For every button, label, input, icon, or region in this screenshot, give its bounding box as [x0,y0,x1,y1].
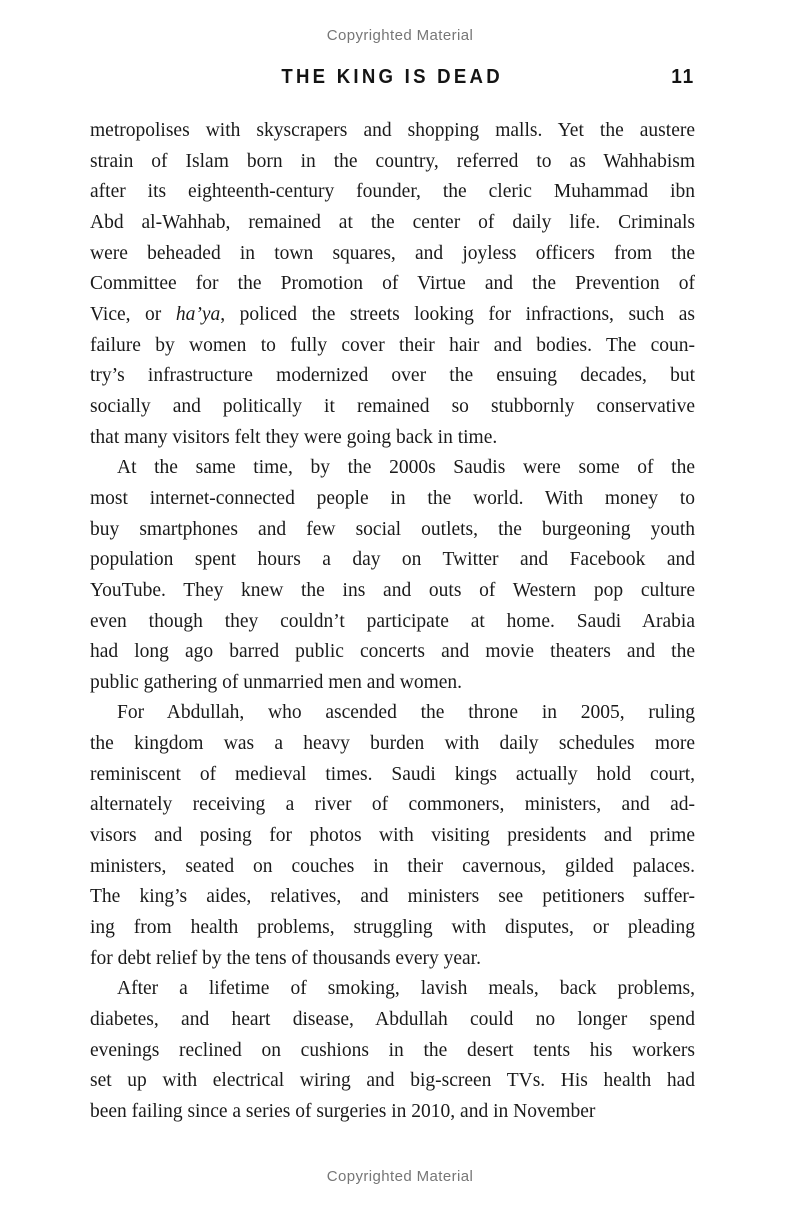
paragraph [90,974,695,1127]
text-line: population spent hours a day on Twitter and Facebook and [90,549,695,571]
text-line: ing from health problems, struggling with disputes, or pleading [90,917,695,939]
paragraph [90,453,695,698]
copyright-notice-bottom: Copyrighted Material [326,1168,474,1185]
running-header [90,66,695,92]
text-line: most internet-connected people in the world. With money to [90,487,695,509]
chapter-title-wrap [90,66,695,89]
text-line: set up with electrical wiring and big-screen TVs. His health had [90,1070,695,1092]
text-line: reminiscent of medieval times. Saudi kings actually hold court, [90,763,695,785]
text-line: alternately receiving a river of commoners, ministers, and ad- [90,794,695,816]
text-line: for debt relief by the tens of thousands every year. [90,947,481,969]
text-line: Abd al-Wahhab, remained at the center of daily life. Criminals [90,211,695,233]
text-line: that many visitors felt they were going back in time. [90,426,498,448]
text-line: Vice, or ha’ya, policed the streets looking for infractions, such as [90,303,695,325]
paragraph [90,116,695,453]
text-line: evenings reclined on cushions in the desert tents his workers [90,1039,695,1061]
text-line: diabetes, and heart disease, Abdullah could no longer spend [90,1009,695,1031]
text-line: metropolises with skyscrapers and shopping malls. Yet the austere [90,120,695,141]
text-line: failure by women to fully cover their hair and bodies. The coun- [90,334,695,356]
text-line: The king’s aides, relatives, and ministers see petitioners suffer- [90,886,695,908]
text-line: even though they couldn’t participate at home. Saudi Arabia [90,610,695,632]
text-line: were beheaded in town squares, and joyless officers from the [90,242,695,264]
text-line: Committee for the Promotion of Virtue and the Prevention of [90,273,695,295]
text-line: socially and politically it remained so stubbornly conservative [90,395,695,417]
text-line: had long ago barred public concerts and movie theaters and the [90,641,695,663]
text-line: after its eighteenth-century founder, the cleric Muhammad ibn [90,181,695,203]
text-line: YouTube. They knew the ins and outs of Western pop culture [90,579,695,601]
text-line: After a lifetime of smoking, lavish meals, back problems, [117,978,695,1000]
copyright-notice-top: Copyrighted Material [326,27,474,44]
text-line: been failing since a series of surgeries in 2010, and in November [90,1101,596,1122]
text-line: public gathering of unmarried men and women. [90,671,463,693]
paragraph [90,698,695,974]
chapter-title: THE KING IS DEAD [281,66,504,88]
text-line: buy smartphones and few social outlets, the burgeoning youth [90,518,695,540]
text-line: try’s infrastructure modernized over the ensuing decades, but [90,365,695,387]
text-line: strain of Islam born in the country, referred to as Wahhabism [90,150,695,172]
text-line: visors and posing for photos with visiting presidents and prime [90,825,695,847]
text-line: At the same time, by the 2000s Saudis were some of the [117,457,695,479]
text-line: For Abdullah, who ascended the throne in 2005, ruling [117,702,695,724]
text-line: the kingdom was a heavy burden with daily schedules more [90,733,695,755]
body-text [90,116,695,1128]
text-line: ministers, seated on couches in their cavernous, gilded palaces. [90,855,695,877]
page-number: 11 [671,66,695,88]
